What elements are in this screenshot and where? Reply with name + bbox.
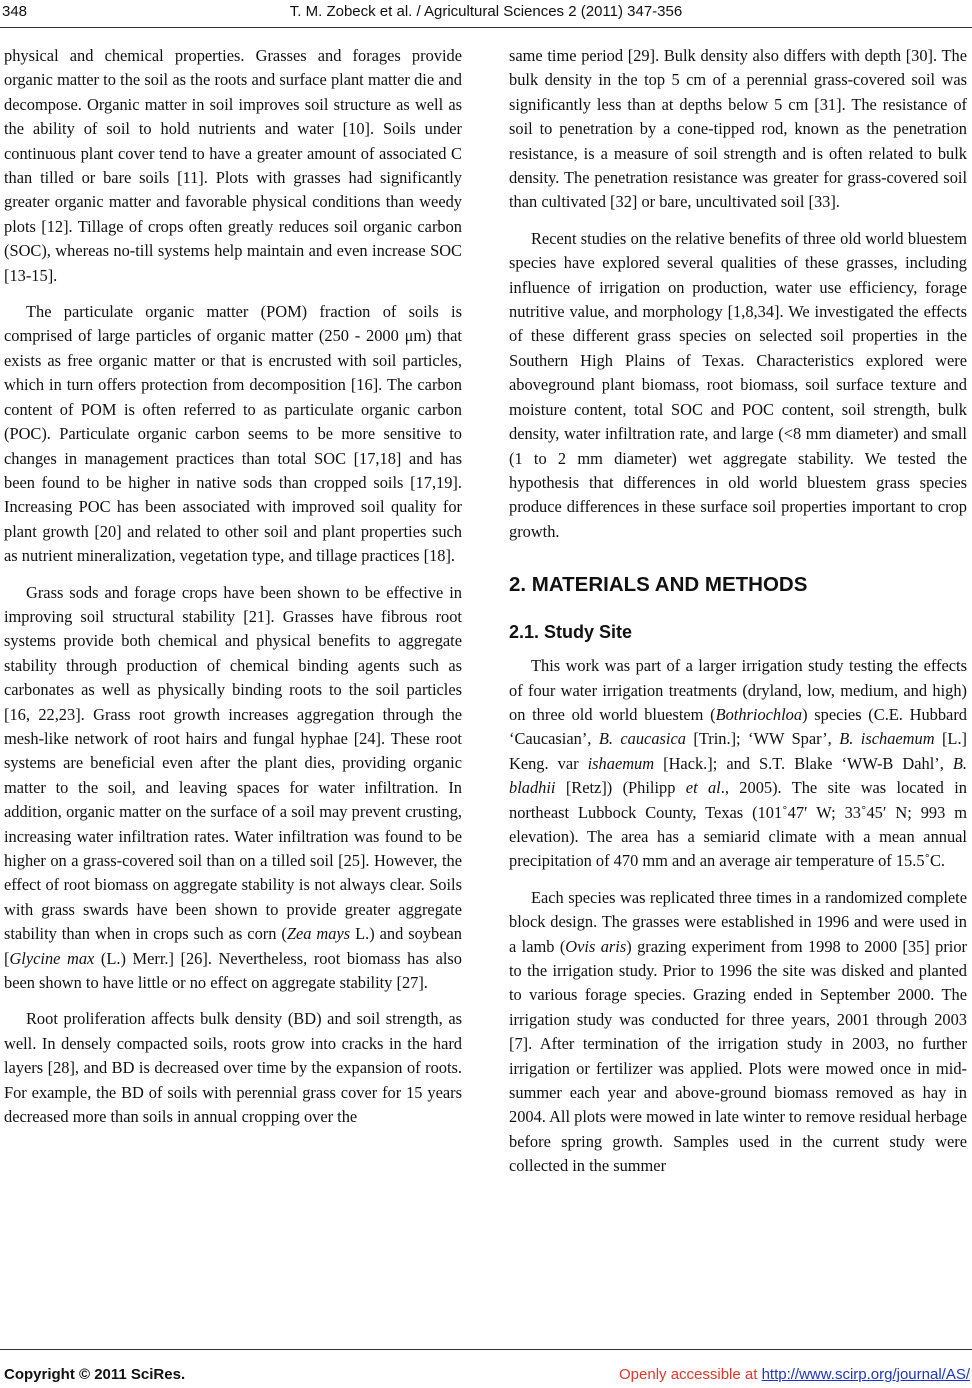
- text-run: Each species was replicated three times in a randomized complete block design. The grasses were established in 1996 and were used in a lamb (: [509, 887, 967, 956]
- variety-name: ishaemum: [587, 753, 655, 773]
- running-title: T. M. Zobeck et al. / Agricultural Sciences 2 (2011) 347-356: [289, 3, 683, 20]
- text-run: L.) and soybean [: [4, 924, 462, 968]
- et-al: et al: [685, 778, 721, 798]
- paragraph: physical and chemical properties. Grasses and forages provide organic matter to the soil as the roots and surface plant matter die and decompose. Organic matter in soil improves soil structure as well as the ability of soil to hold nutrients and water [10]. Soils under continuous plant cover tend to have a greater amount of associated C than tilled or bare soils [11]. Plots with grasses had significantly greater organic matter and favorable physical conditions than weedy plots [12]. Tillage of crops often greatly reduces soil organic carbon (SOC), whereas no-till systems help maintain and even increase SOC [13-15].: [4, 46, 462, 285]
- paragraph: [509, 654, 967, 874]
- text-run: [Trin.]; ‘WW Spar’,: [685, 729, 840, 749]
- species-name: B. bladhii: [509, 753, 967, 798]
- species-name: Zea mays: [286, 924, 351, 944]
- subsection-heading: 2.1. Study Site: [509, 622, 633, 643]
- header-rule: [0, 27, 972, 28]
- text-run: ) grazing experiment from 1998 to 2000 [35] prior to the irrigation study. Prior to 1996 the site was disked and planted to various forage species. Grazing ended in September 2000. The irrigation study was conducted for three years, 2001 through 2003 [7]. After termination of the irrigation study in 2003, no further irrigation or fertilizer was applied. Plots were mowed once in mid-summer each year and above-ground biomass removed as hay in 2004. All plots were mowed in late winter to remove residual herbage before spring growth. Samples used in the current study were collected in the summer: [509, 936, 967, 1176]
- species-name: B. ischaemum: [839, 729, 935, 749]
- page-header: [0, 0, 972, 30]
- paragraph: Recent studies on the relative benefits of three old world bluestem species have explored several qualities of these grasses, including influence of irrigation on production, water use efficiency, forage nutritive value, and morphology [1,8,34]. We investigated the effects of these different grass species on selected soil properties in the Southern High Plains of Texas. Characteristics explored were aboveground plant biomass, root biomass, soil surface texture and moisture content, total SOC and POC content, soil strength, bulk density, water infiltration rate, and large (<8 mm diameter) and small (1 to 2 mm diameter) wet aggregate stability. We tested the hypothesis that differences in old world bluestem grass species produce differences in these surface soil properties important to crop growth.: [509, 228, 967, 541]
- section-heading: 2. MATERIALS AND METHODS: [509, 573, 808, 597]
- page-number: 348: [2, 3, 28, 20]
- open-access-notice: [619, 1366, 970, 1383]
- left-column: [4, 44, 462, 1129]
- paragraph: Root proliferation affects bulk density (BD) and soil strength, as well. In densely compacted soils, roots grow into cracks in the hard layers [28], and BD is decreased over time by the expansion of roots. For example, the BD of soils with perennial grass cover for 15 years decreased more than soils in annual cropping over the: [4, 1009, 462, 1127]
- paragraph: The particulate organic matter (POM) fraction of soils is comprised of large particles of organic matter (250 - 2000 μm) that exists as free organic matter or that is encrusted with soil particles, which in turn offers protection from decomposition [16]. The carbon content of POM is often referred to as particulate organic carbon (POC). Particulate organic carbon seems to be more sensitive to changes in management practices than total SOC [17,18] and has been found to be higher in native sods than cropped soils [17,19]. Increasing POC has been associated with improved soil quality for plant growth [20] and related to other soil and plant properties such as nutrient mineralization, vegetation type, and tillage practices [18].: [4, 302, 462, 566]
- copyright-notice: Copyright © 2011 SciRes.: [4, 1366, 186, 1383]
- text-run: This work was part of a larger irrigation study testing the effects of four water irrigation treatments (dryland, low, medium, and high) on three old world bluestem (: [509, 656, 967, 724]
- paragraph: same time period [29]. Bulk density also differs with depth [30]. The bulk density in the top 5 cm of a perennial grass-covered soil was significantly less than at depths below 5 cm [31]. The resistance of soil to penetration by a cone-tipped rod, known as the penetration resistance, is a measure of soil strength and is often related to bulk density. The penetration resistance was greater for grass-covered soil than cultivated [32] or bare, uncultivated soil [33].: [509, 46, 967, 212]
- text-run: (L.) Merr.] [26]. Nevertheless, root biomass has also been shown to have little or no effect on aggregate stability [27].: [4, 948, 462, 993]
- journal-link[interactable]: http://www.scirp.org/journal/AS/: [761, 1366, 970, 1383]
- text-run: ) species (C.E. Hubbard ‘Caucasian’,: [509, 704, 967, 749]
- text-run: [Hack.]; and S.T. Blake ‘WW-B Dahl’,: [654, 753, 953, 773]
- text-run: Grass sods and forage crops have been shown to be effective in improving soil structural stability [21]. Grasses have fibrous root systems provide both chemical and physical benefits to aggregate stability through production of chemical binding agents such as carbonates as well as physically binding roots to the soil particles [16, 22,23]. Grass root growth increases aggregation through the mesh-like network of root hairs and fungal hyphae [24]. These root systems are beneficial even after the plant dies, providing organic matter to the soil, and leaving spaces for water infiltration. In addition, organic matter on the surface of a soil may prevent crusting, increasing water infiltration rates. Water infiltration was found to be higher on a grass-covered soil than on a tilled soil [25]. However, the effect of root biomass on aggregate stability is not always clear. Soils with grass swards have been shown to provide greater aggregate stability than when in crops such as corn (: [4, 582, 462, 944]
- paragraph: [509, 886, 967, 1179]
- footer-rule: [0, 1349, 972, 1350]
- open-access-label: Openly accessible at: [619, 1366, 762, 1383]
- species-name: B. caucasica: [598, 729, 686, 749]
- text-run: ., 2005). The site was located in northeast Lubbock County, Texas (101˚47′ W; 33˚45′ N; 993 m elevation). The area has a semiarid climate with a mean annual precipitation of 470 mm and an average air temperature of 15.5˚C.: [509, 778, 967, 871]
- species-name: Glycine max: [9, 948, 95, 968]
- paragraph: [4, 581, 462, 996]
- text-run: [L.] Keng. var: [509, 729, 968, 773]
- page-footer: [0, 1349, 972, 1388]
- right-column: [509, 44, 967, 1179]
- genus-name: Bothriochloa: [715, 704, 803, 724]
- species-name: Ovis aris: [565, 936, 627, 956]
- text-run: [Retz]) (Philipp: [555, 778, 686, 798]
